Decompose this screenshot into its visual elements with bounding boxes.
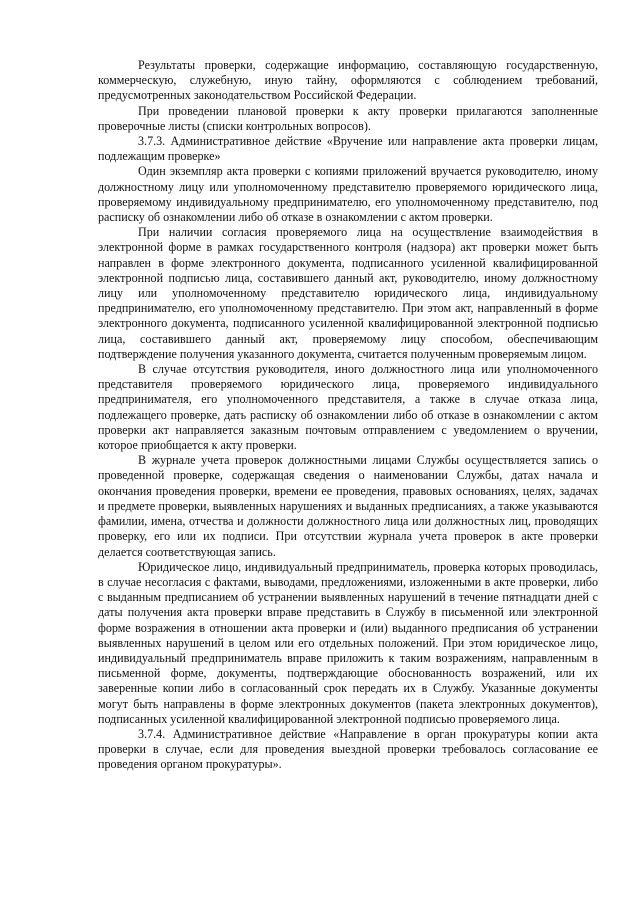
paragraph-inspection-journal: В журнале учета проверок должностными лицами Службы осуществляется запись о проведенной проверке, содержащая сведения о наименовании Службы, датах начала и окончания проведения проверки, времени ее проведения, правовых основаниях, целях, задачах и предмете проверки, выявленных нарушениях и выданных предписаниях, а также указываются фамилии, имена, отчества и должности должностного лица или должностных лиц, проводящих проверку, его или их подписи. При отсутствии журнала учета проверок в акте проверки делается соответствующая запись. — [98, 453, 598, 559]
section-heading-3-7-4: 3.7.4. Административное действие «Направление в орган прокуратуры копии акта проверки в случае, если для проведения выездной проверки требовалось согласование ее проведения органом прокуратуры». — [98, 726, 598, 772]
paragraph-objections: Юридическое лицо, индивидуальный предприниматель, проверка которых проводилась, в случае несогласия с фактами, выводами, предложениями, изложенными в акте проверки, либо с выданным предписанием об устранении выявленных нарушений в течение пятнадцати дней с даты получения акта проверки вправе представить в Службу в письменной или электронной форме возражения в отношении акта проверки и (или) выданного предписания об устранении выявленных нарушений в целом или его отдельных положений. При этом юридическое лицо, индивидуальный предприниматель вправе приложить к таким возражениям, направленным в письменной форме, документы, подтверждающие обоснованность возражений, или их заверенные копии либо в согласованный срок передать их в Службу. Указанные документы могут быть направлены в форме электронных документов (пакета электронных документов), подписанных усиленной квалифицированной электронной подписью проверяемого лица. — [98, 559, 598, 726]
paragraph-registered-mail: В случае отсутствия руководителя, иного должностного лица или уполномоченного представителя проверяемого юридического лица, проверяемого индивидуального предпринимателя, его уполномоченного представителя, а также в случае отказа лица, подлежащего проверке, дать расписку об ознакомлении либо об отказе в ознакомлении с актом проверки акт направляется заказным почтовым отправлением с уведомлением о вручении, которое приобщается к акту проверки. — [98, 362, 598, 453]
paragraph-electronic-act: При наличии согласия проверяемого лица на осуществление взаимодействия в электронной форме в рамках государственного контроля (надзора) акт проверки может быть направлен в форме электронного документа, подписанного усиленной квалифицированной электронной подписью лица, составившего данный акт, руководителю, иному должностному лицу или уполномоченному представителю юридического лица, индивидуальному предпринимателю, его уполномоченному представителю. При этом акт, направленный в форме электронного документа, подписанного усиленной квалифицированной электронной подписью лица, составившего данный акт, проверяемому лицу способом, обеспечивающим подтверждение получения указанного документа, считается полученным проверяемым лицом. — [98, 225, 598, 361]
paragraph-checklists-attached: При проведении плановой проверки к акту проверки прилагаются заполненные проверочные листы (списки контрольных вопросов). — [98, 103, 598, 133]
paragraph-confidential-results: Результаты проверки, содержащие информацию, составляющую государственную, коммерческую, служебную, иную тайну, оформляются с соблюдением требований, предусмотренных законодательством Российской Федерации. — [98, 58, 598, 103]
paragraph-act-delivery: Один экземпляр акта проверки с копиями приложений вручается руководителю, иному должностному лицу или уполномоченному представителю проверяемого юридического лица, проверяемому индивидуальному предпринимателю, его уполномоченному представителю, под расписку об ознакомлении либо об отказе в ознакомлении с актом проверки. — [98, 164, 598, 225]
document-body — [98, 58, 598, 773]
section-heading-3-7-3: 3.7.3. Административное действие «Вручение или направление акта проверки лицам, подлежащим проверке» — [98, 134, 598, 164]
